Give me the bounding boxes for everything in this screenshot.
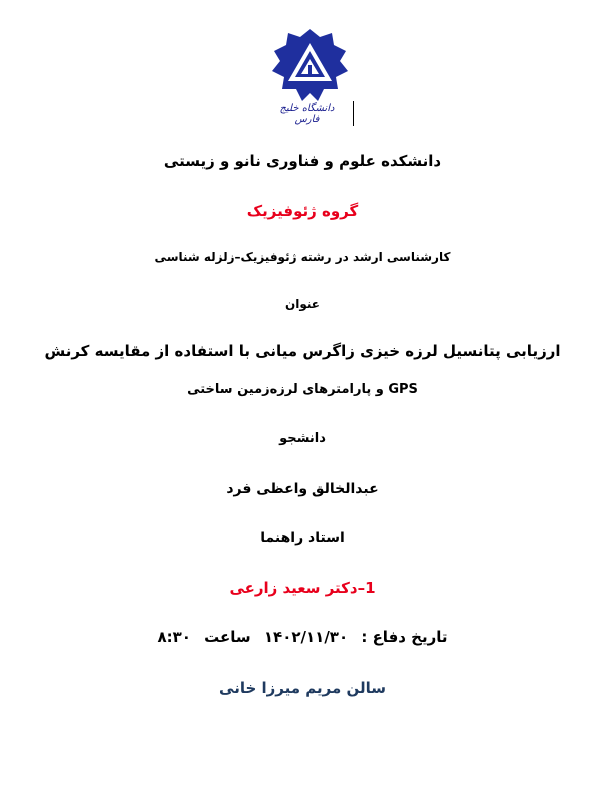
defense-time-label: ساعت	[204, 628, 251, 646]
defense-venue: سالن مریم میرزا خانی	[219, 679, 386, 697]
advisor-label: استاد راهنما	[260, 530, 345, 546]
defense-date-value: ۱۴۰۲/۱۱/۳۰	[263, 628, 349, 646]
defense-time-value: ۸:۳۰	[157, 628, 191, 646]
university-emblem-icon	[268, 27, 352, 103]
thesis-title-line2: GPS و پارامترهای لرزه‌زمین ساختی	[187, 382, 418, 397]
university-logo	[262, 27, 362, 132]
student-label: دانشجو	[279, 431, 326, 446]
program-name: کارشناسی ارشد در رشته ژئوفیزیک–زلزله شناسی	[154, 250, 451, 264]
thesis-title-line1: ارزیابی پتانسیل لرزه خیزی زاگرس میانی با استفاده از مقایسه کرنش	[44, 342, 561, 360]
group-name: گروه ژئوفیزیک	[246, 202, 359, 220]
defense-date-line	[0, 628, 605, 646]
title-label: عنوان	[285, 297, 320, 311]
student-name: عبدالخالق واعظی فرد	[226, 481, 379, 497]
defense-date-label: تاریخ دفاع :	[361, 628, 448, 646]
faculty-name: دانشکده علوم و فناوری نانو و زیستی	[163, 152, 442, 170]
text-cursor	[353, 101, 354, 126]
advisor-name: 1–دکتر سعید زارعی	[229, 579, 376, 597]
logo-caption: دانشگاه خلیج فارس	[279, 103, 335, 125]
